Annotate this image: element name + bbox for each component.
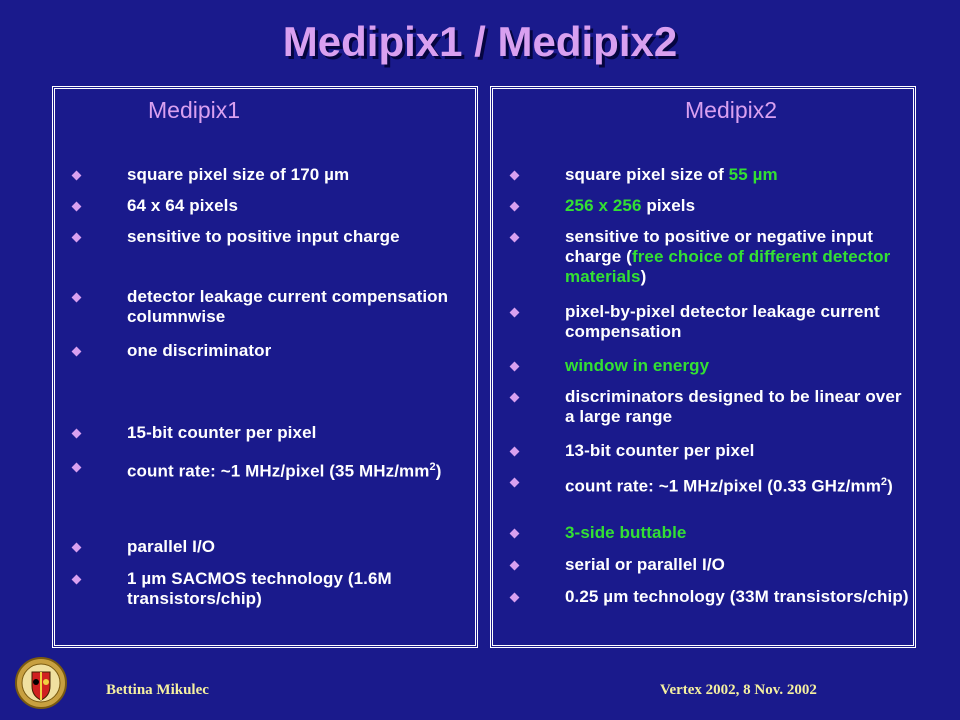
medipix1-panel: Medipix1 square pixel size of 170 µm 64 x 64 pixels sensitive to positive input charge detector leakage current compensation columnwise one discriminator 15-bit counter per pixel count rate: ~1 MHz/pixel (35 MHz/$mm^2$) parallel I/O 1 µm SACMOS technology (1.6M transistors/chip)	[52, 86, 478, 648]
diamond-bullet-icon	[510, 529, 520, 539]
diamond-bullet-icon	[510, 478, 520, 488]
diamond-bullet-icon	[510, 171, 520, 181]
diamond-bullet-icon	[510, 233, 520, 243]
diamond-bullet-icon	[72, 171, 82, 181]
diamond-bullet-icon	[510, 308, 520, 318]
diamond-bullet-icon	[72, 575, 82, 585]
diamond-bullet-icon	[72, 347, 82, 357]
medipix2-panel: Medipix2 square pixel size of 55 µm 256 x 256 pixels sensitive to positive or negative input charge (free choice of different detector materials) pixel-by-pixel detector leakage current compensation window in energy discriminators designed to be linear over a large range 13-bit counter per pixel count rate: ~1 MHz/pixel (0.33 GHz/$mm^2$) 3-side buttable serial or parallel I/O 0.25 µm technology (33M transistors/chip)	[490, 86, 916, 648]
diamond-bullet-icon	[72, 202, 82, 212]
footer-event: Vertex 2002, 8 Nov. 2002	[660, 682, 817, 698]
university-seal-icon	[14, 656, 68, 710]
diamond-bullet-icon	[72, 463, 82, 473]
diamond-bullet-icon	[72, 233, 82, 243]
diamond-bullet-icon	[510, 447, 520, 457]
footer-author: Bettina Mikulec	[106, 682, 209, 698]
diamond-bullet-icon	[510, 561, 520, 571]
diamond-bullet-icon	[72, 429, 82, 439]
diamond-bullet-icon	[510, 202, 520, 212]
slide-title: Medipix1 / Medipix2	[282, 18, 678, 65]
diamond-bullet-icon	[510, 362, 520, 372]
diamond-bullet-icon	[72, 543, 82, 553]
medipix1-heading: Medipix1	[148, 97, 241, 123]
diamond-bullet-icon	[72, 293, 82, 303]
medipix2-heading: Medipix2	[685, 97, 778, 123]
diamond-bullet-icon	[510, 393, 520, 403]
diamond-bullet-icon	[510, 593, 520, 603]
